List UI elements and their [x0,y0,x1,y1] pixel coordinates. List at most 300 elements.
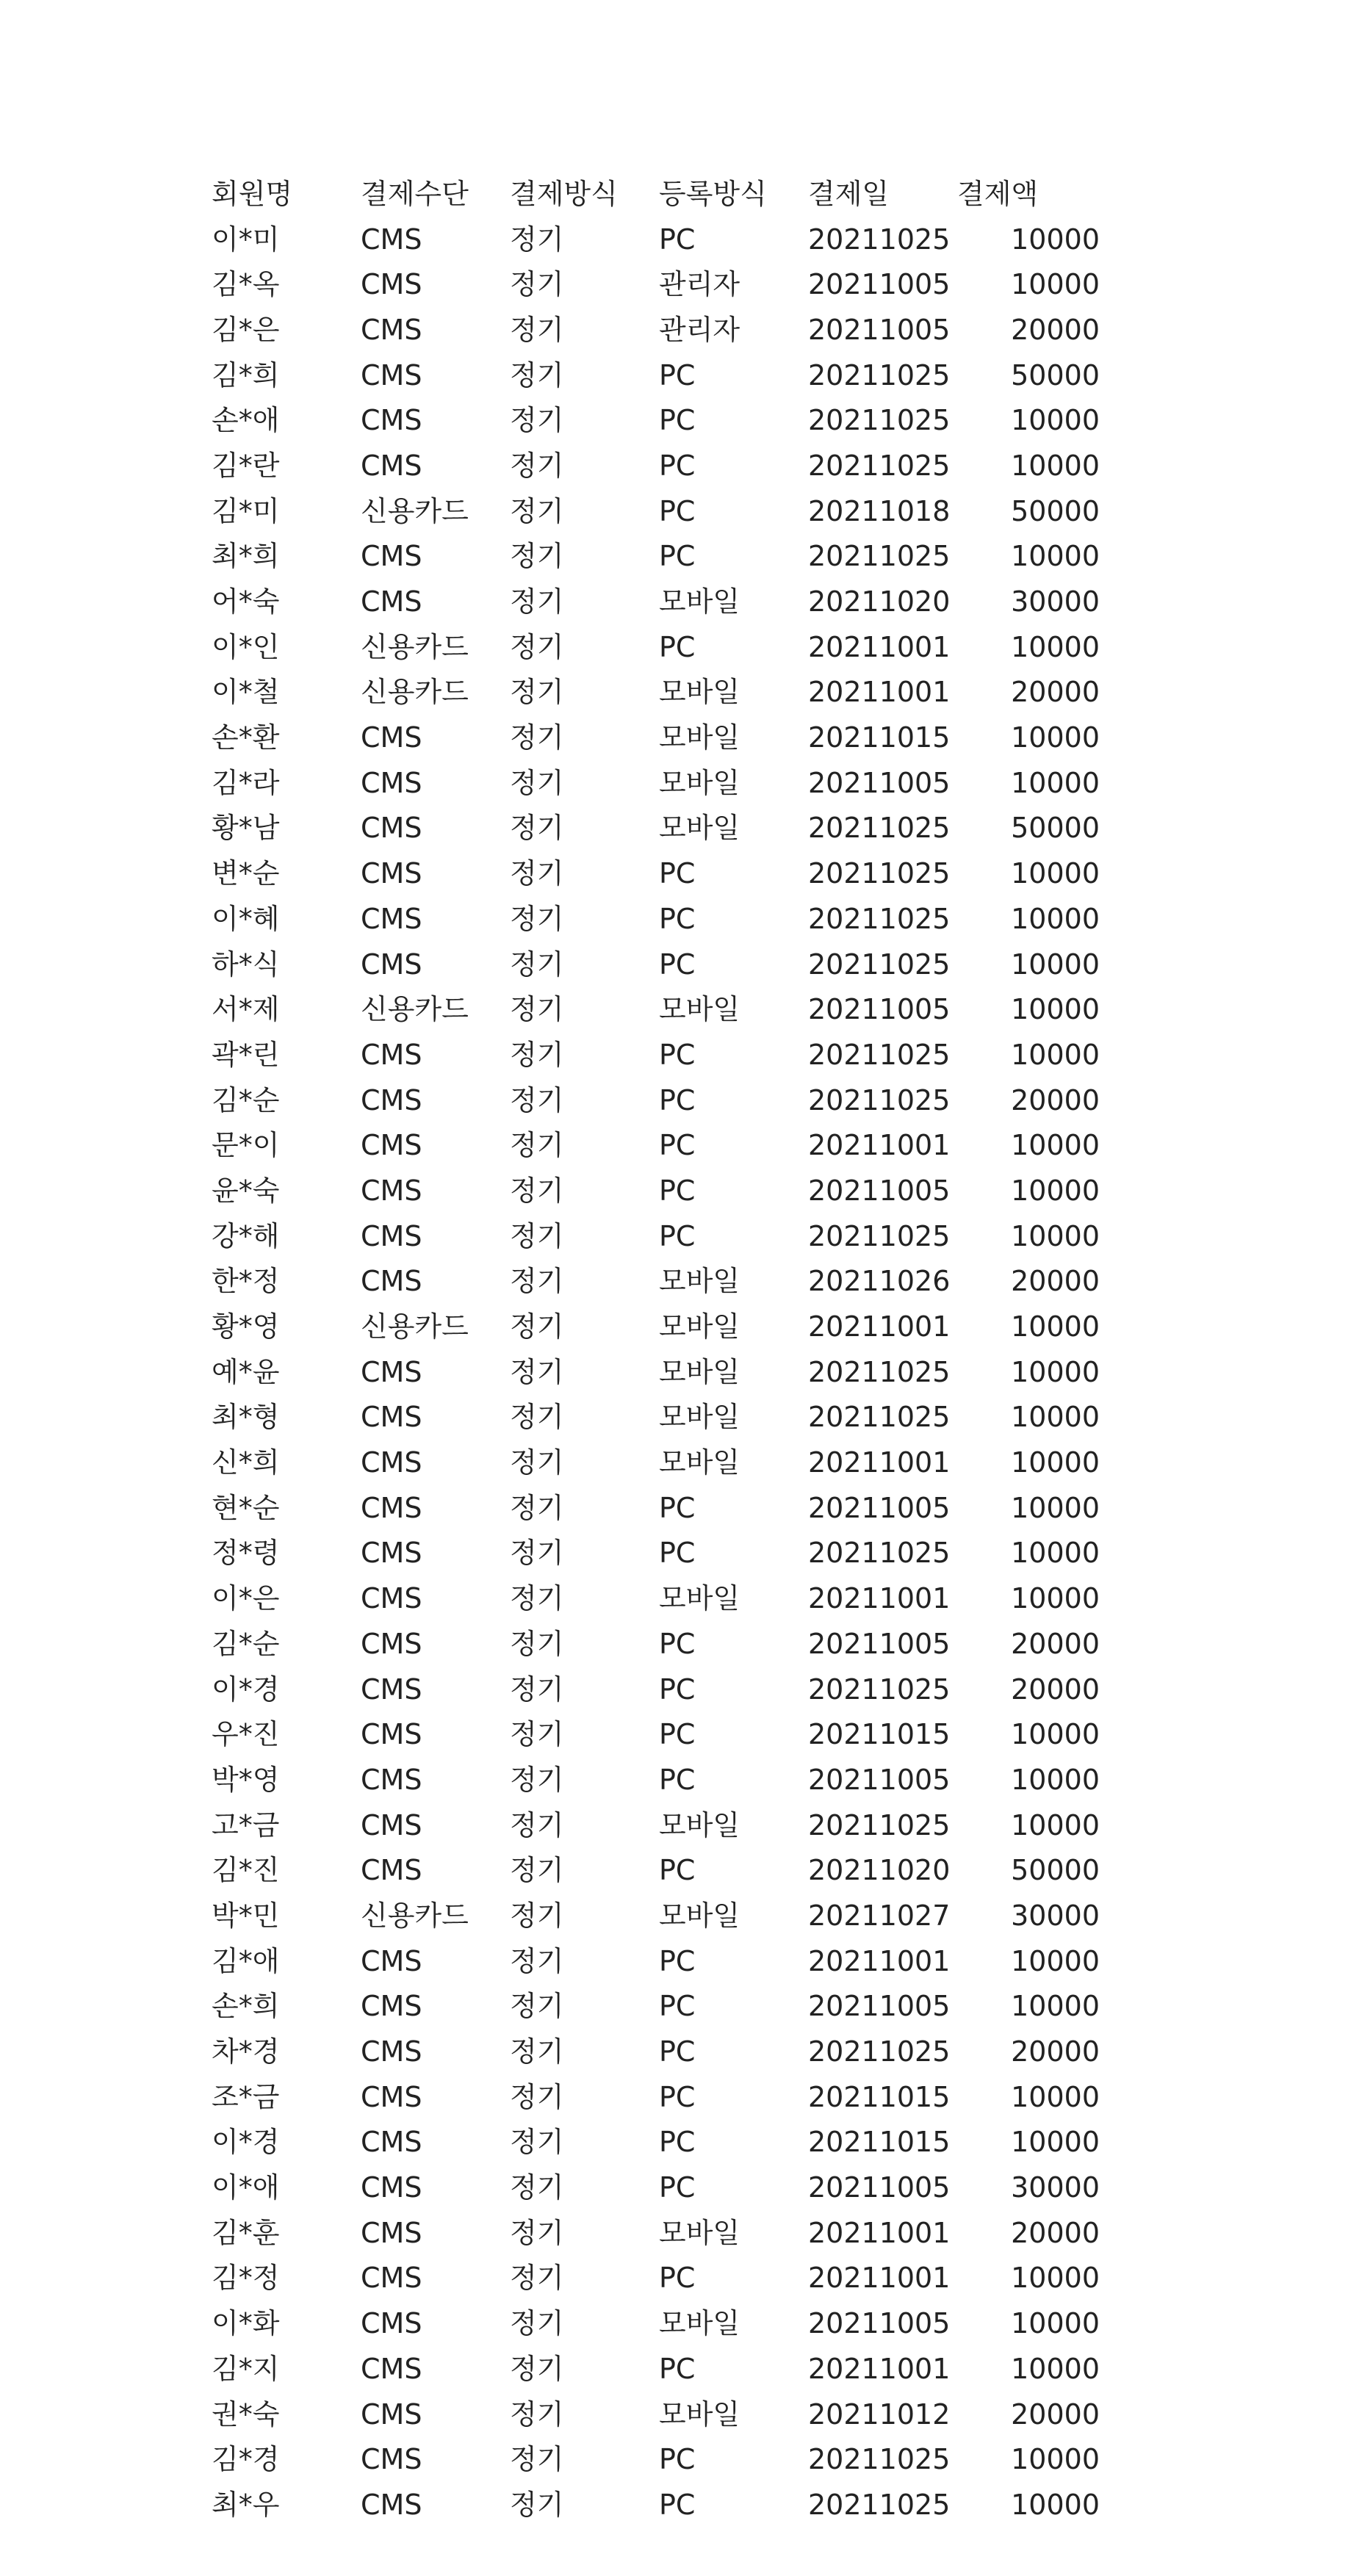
cell-registration-method: 모바일 [659,1808,740,1841]
cell-payment-type: 정기 [510,2035,564,2068]
cell-payment-amount: 20000 [1011,1627,1100,1660]
cell-payment-amount: 10000 [1011,1763,1100,1796]
cell-payment-amount: 10000 [1011,2307,1100,2340]
cell-registration-method: 모바일 [659,2307,740,2340]
cell-member-name: 김*경 [212,2443,280,2476]
cell-payment-method: CMS [361,2126,422,2159]
cell-payment-method: CMS [361,223,422,256]
cell-payment-type: 정기 [510,1627,564,1660]
cell-payment-amount: 10000 [1011,1038,1100,1071]
cell-registration-method: PC [659,1944,696,1977]
cell-payment-date: 20211026 [808,1265,951,1298]
table-row [212,1757,1100,1803]
cell-member-name: 한*정 [212,1265,280,1298]
table-row [212,579,1100,624]
table-row [212,2346,1100,2392]
cell-registration-method: PC [659,1854,696,1887]
cell-member-name: 김*옥 [212,268,280,301]
cell-payment-method: CMS [361,721,422,754]
cell-payment-amount: 10000 [1011,540,1100,573]
cell-payment-type: 정기 [510,449,564,482]
cell-payment-amount: 10000 [1011,2352,1100,2385]
cell-payment-date: 20211001 [808,1310,951,1343]
table-row [212,443,1100,488]
cell-registration-method: PC [659,1763,696,1796]
cell-payment-amount: 30000 [1011,585,1100,618]
cell-payment-type: 정기 [510,2126,564,2159]
cell-payment-date: 20211015 [808,721,951,754]
cell-payment-type: 정기 [510,1129,564,1162]
cell-payment-amount: 50000 [1011,494,1100,527]
cell-payment-type: 정기 [510,1582,564,1615]
cell-member-name: 김*애 [212,1944,280,1977]
cell-member-name: 정*령 [212,1537,280,1570]
header-payment-method: 결제수단 [361,177,469,210]
cell-payment-amount: 10000 [1011,1537,1100,1570]
cell-payment-amount: 10000 [1011,2080,1100,2113]
table-row [212,1621,1100,1667]
cell-payment-date: 20211005 [808,268,951,301]
cell-payment-type: 정기 [510,2488,564,2521]
cell-payment-date: 20211005 [808,766,951,799]
cell-member-name: 변*순 [212,857,280,890]
cell-payment-type: 정기 [510,1310,564,1343]
cell-payment-date: 20211015 [808,2126,951,2159]
cell-payment-method: CMS [361,2488,422,2521]
cell-member-name: 최*우 [212,2488,280,2521]
cell-payment-type: 정기 [510,1446,564,1479]
cell-member-name: 김*라 [212,766,280,799]
cell-payment-method: CMS [361,1174,422,1207]
table-row [212,1032,1100,1078]
cell-registration-method: PC [659,857,696,890]
cell-payment-method: CMS [361,1038,422,1071]
cell-payment-date: 20211001 [808,1446,951,1479]
table-row [212,896,1100,942]
cell-payment-date: 20211025 [808,812,951,845]
cell-registration-method: PC [659,1219,696,1252]
cell-payment-date: 20211025 [808,1673,951,1706]
table-row [212,2482,1100,2528]
cell-payment-amount: 10000 [1011,1174,1100,1207]
cell-payment-type: 정기 [510,1763,564,1796]
cell-registration-method: PC [659,1174,696,1207]
cell-payment-amount: 10000 [1011,2488,1100,2521]
cell-payment-amount: 10000 [1011,449,1100,482]
cell-payment-method: CMS [361,1718,422,1751]
table-row [212,217,1100,262]
cell-registration-method: 모바일 [659,766,740,799]
cell-payment-date: 20211005 [808,2307,951,2340]
cell-payment-method: CMS [361,1763,422,1796]
cell-payment-method: CMS [361,358,422,392]
table-row [212,1078,1100,1123]
cell-payment-date: 20211005 [808,1763,951,1796]
cell-payment-type: 정기 [510,2262,564,2295]
cell-payment-type: 정기 [510,585,564,618]
table-row [212,1667,1100,1712]
cell-member-name: 윤*숙 [212,1174,280,1207]
table-row [212,2436,1100,2482]
cell-payment-amount: 10000 [1011,2262,1100,2295]
cell-payment-type: 정기 [510,2398,564,2431]
cell-payment-date: 20211001 [808,2352,951,2385]
cell-registration-method: PC [659,2126,696,2159]
cell-payment-amount: 10000 [1011,1582,1100,1615]
cell-payment-date: 20211001 [808,1944,951,1977]
cell-payment-amount: 20000 [1011,1083,1100,1116]
cell-payment-type: 정기 [510,2080,564,2113]
cell-payment-method: CMS [361,2080,422,2113]
cell-registration-method: 관리자 [659,268,740,301]
table-row [212,1711,1100,1757]
cell-payment-type: 정기 [510,1038,564,1071]
cell-payment-amount: 10000 [1011,1944,1100,1977]
cell-payment-type: 정기 [510,540,564,573]
cell-member-name: 김*희 [212,358,280,392]
cell-payment-method: 신용카드 [361,676,469,709]
cell-payment-type: 정기 [510,721,564,754]
table-row [212,624,1100,670]
cell-registration-method: PC [659,2352,696,2385]
cell-payment-date: 20211001 [808,676,951,709]
cell-member-name: 서*제 [212,993,280,1026]
cell-payment-amount: 20000 [1011,2216,1100,2249]
table-row [212,2210,1100,2256]
cell-payment-method: CMS [361,1265,422,1298]
cell-payment-method: CMS [361,2216,422,2249]
cell-registration-method: 모바일 [659,1582,740,1615]
cell-member-name: 김*은 [212,313,280,346]
cell-payment-method: CMS [361,2171,422,2204]
cell-payment-method: CMS [361,585,422,618]
cell-registration-method: PC [659,1673,696,1706]
cell-member-name: 김*미 [212,494,280,527]
cell-registration-method: 모바일 [659,993,740,1026]
cell-payment-method: CMS [361,540,422,573]
cell-payment-type: 정기 [510,902,564,935]
header-payment-amount: 결제액 [957,177,1039,210]
cell-payment-method: 신용카드 [361,993,469,1026]
table-row [212,1213,1100,1259]
table-row [212,1984,1100,2030]
cell-payment-amount: 10000 [1011,1219,1100,1252]
cell-member-name: 이*화 [212,2307,280,2340]
cell-payment-method: CMS [361,404,422,437]
cell-payment-type: 정기 [510,2352,564,2385]
cell-payment-amount: 10000 [1011,993,1100,1026]
cell-payment-type: 정기 [510,1990,564,2023]
cell-registration-method: PC [659,1038,696,1071]
cell-payment-amount: 10000 [1011,268,1100,301]
cell-payment-method: CMS [361,1944,422,1977]
cell-member-name: 손*환 [212,721,280,754]
cell-payment-method: CMS [361,1537,422,1570]
cell-payment-method: CMS [361,902,422,935]
cell-payment-date: 20211005 [808,1174,951,1207]
cell-payment-type: 정기 [510,857,564,890]
cell-payment-type: 정기 [510,404,564,437]
table-row [212,1531,1100,1576]
header-payment-type: 결제방식 [510,177,618,210]
cell-payment-amount: 50000 [1011,1854,1100,1887]
cell-member-name: 조*금 [212,2080,280,2113]
cell-member-name: 고*금 [212,1808,280,1841]
cell-payment-date: 20211001 [808,1582,951,1615]
cell-payment-amount: 20000 [1011,313,1100,346]
cell-payment-amount: 10000 [1011,2126,1100,2159]
header-row [212,171,1100,217]
cell-registration-method: PC [659,449,696,482]
cell-payment-method: CMS [361,1854,422,1887]
cell-payment-method: CMS [361,766,422,799]
table-row [212,2029,1100,2074]
cell-payment-date: 20211025 [808,857,951,890]
cell-member-name: 이*혜 [212,902,280,935]
cell-payment-date: 20211025 [808,1401,951,1434]
cell-member-name: 김*란 [212,449,280,482]
cell-member-name: 박*영 [212,1763,280,1796]
cell-registration-method: PC [659,902,696,935]
cell-payment-type: 정기 [510,1537,564,1570]
cell-registration-method: 모바일 [659,2398,740,2431]
cell-payment-method: CMS [361,268,422,301]
cell-registration-method: 모바일 [659,1446,740,1479]
cell-payment-date: 20211025 [808,1083,951,1116]
cell-payment-method: CMS [361,1446,422,1479]
cell-payment-amount: 10000 [1011,1446,1100,1479]
cell-payment-amount: 10000 [1011,902,1100,935]
cell-registration-method: PC [659,494,696,527]
cell-member-name: 박*민 [212,1899,280,1932]
table-row [212,986,1100,1032]
cell-member-name: 이*철 [212,676,280,709]
cell-payment-date: 20211025 [808,404,951,437]
cell-payment-date: 20211005 [808,993,951,1026]
cell-payment-amount: 10000 [1011,1990,1100,2023]
cell-payment-method: CMS [361,1129,422,1162]
header-member-name: 회원명 [212,177,293,210]
table-row [212,2392,1100,2437]
cell-payment-method: 신용카드 [361,630,469,663]
cell-member-name: 예*윤 [212,1355,280,1388]
cell-member-name: 김*정 [212,2262,280,2295]
cell-payment-date: 20211020 [808,1854,951,1887]
cell-payment-date: 20211005 [808,1627,951,1660]
cell-payment-amount: 10000 [1011,1808,1100,1841]
cell-payment-amount: 10000 [1011,2443,1100,2476]
cell-payment-amount: 10000 [1011,630,1100,663]
table-row [212,942,1100,987]
cell-registration-method: 모바일 [659,585,740,618]
table-row [212,261,1100,307]
cell-payment-date: 20211025 [808,1219,951,1252]
cell-payment-method: CMS [361,2262,422,2295]
cell-payment-method: CMS [361,2443,422,2476]
cell-registration-method: PC [659,2171,696,2204]
table-row [212,1395,1100,1440]
cell-payment-date: 20211005 [808,1990,951,2023]
cell-payment-date: 20211025 [808,1038,951,1071]
cell-member-name: 어*숙 [212,585,280,618]
cell-payment-type: 정기 [510,1265,564,1298]
cell-member-name: 이*경 [212,2126,280,2159]
table-row [212,1938,1100,1984]
cell-registration-method: 모바일 [659,721,740,754]
cell-payment-method: CMS [361,1673,422,1706]
cell-payment-amount: 10000 [1011,1310,1100,1343]
table-header [212,171,1100,217]
table-row [212,851,1100,896]
cell-payment-date: 20211025 [808,902,951,935]
cell-payment-type: 정기 [510,494,564,527]
cell-registration-method: PC [659,540,696,573]
table-row [212,2165,1100,2210]
cell-member-name: 곽*린 [212,1038,280,1071]
cell-payment-method: CMS [361,2398,422,2431]
cell-payment-amount: 10000 [1011,404,1100,437]
cell-payment-amount: 20000 [1011,676,1100,709]
cell-payment-type: 정기 [510,358,564,392]
cell-registration-method: PC [659,358,696,392]
cell-payment-type: 정기 [510,1944,564,1977]
table-row [212,670,1100,715]
cell-payment-method: CMS [361,1808,422,1841]
cell-payment-amount: 10000 [1011,1718,1100,1751]
cell-registration-method: 모바일 [659,812,740,845]
cell-payment-date: 20211025 [808,1355,951,1388]
table-body [212,217,1100,2528]
cell-payment-method: CMS [361,1491,422,1524]
cell-member-name: 손*희 [212,1990,280,2023]
table-row [212,760,1100,806]
cell-payment-method: CMS [361,2352,422,2385]
cell-registration-method: 모바일 [659,2216,740,2249]
cell-registration-method: PC [659,1491,696,1524]
cell-payment-date: 20211005 [808,2171,951,2204]
cell-payment-method: 신용카드 [361,1899,469,1932]
cell-payment-type: 정기 [510,223,564,256]
cell-registration-method: PC [659,1627,696,1660]
cell-member-name: 이*미 [212,223,280,256]
table-row [212,353,1100,398]
cell-payment-type: 정기 [510,2171,564,2204]
cell-payment-method: 신용카드 [361,494,469,527]
table-row [212,1485,1100,1531]
cell-payment-amount: 50000 [1011,358,1100,392]
cell-member-name: 우*진 [212,1718,280,1751]
table-row [212,1440,1100,1485]
cell-payment-date: 20211025 [808,449,951,482]
cell-payment-type: 정기 [510,766,564,799]
cell-payment-type: 정기 [510,812,564,845]
table-row [212,1122,1100,1168]
cell-member-name: 차*경 [212,2035,280,2068]
cell-payment-amount: 30000 [1011,1899,1100,1932]
cell-member-name: 이*애 [212,2171,280,2204]
table-row [212,534,1100,580]
cell-payment-date: 20211001 [808,630,951,663]
table-row [212,806,1100,851]
table-row [212,2120,1100,2165]
table-row [212,1304,1100,1349]
cell-payment-method: CMS [361,1355,422,1388]
cell-member-name: 권*숙 [212,2398,280,2431]
cell-payment-type: 정기 [510,993,564,1026]
cell-payment-amount: 50000 [1011,812,1100,845]
cell-member-name: 황*영 [212,1310,280,1343]
cell-payment-date: 20211001 [808,2262,951,2295]
cell-registration-method: PC [659,223,696,256]
cell-registration-method: PC [659,1537,696,1570]
cell-member-name: 문*이 [212,1129,280,1162]
cell-payment-method: 신용카드 [361,1310,469,1343]
cell-payment-type: 정기 [510,2216,564,2249]
cell-registration-method: 모바일 [659,676,740,709]
cell-payment-date: 20211025 [808,223,951,256]
cell-payment-method: CMS [361,857,422,890]
table-row [212,307,1100,353]
cell-payment-date: 20211025 [808,2035,951,2068]
cell-registration-method: PC [659,2488,696,2521]
cell-member-name: 이*인 [212,630,280,663]
table-row [212,1893,1100,1938]
cell-payment-type: 정기 [510,630,564,663]
cell-payment-type: 정기 [510,1899,564,1932]
cell-member-name: 황*남 [212,812,280,845]
cell-registration-method: PC [659,1129,696,1162]
cell-payment-method: CMS [361,1990,422,2023]
cell-payment-method: CMS [361,1401,422,1434]
cell-registration-method: 모바일 [659,1310,740,1343]
cell-payment-method: CMS [361,812,422,845]
cell-registration-method: PC [659,630,696,663]
table-row [212,1847,1100,1893]
cell-registration-method: PC [659,1990,696,2023]
cell-payment-type: 정기 [510,1491,564,1524]
cell-registration-method: 모바일 [659,1899,740,1932]
cell-payment-method: CMS [361,1627,422,1660]
table-row [212,2074,1100,2120]
cell-registration-method: 모바일 [659,1265,740,1298]
cell-payment-amount: 10000 [1011,1401,1100,1434]
cell-payment-type: 정기 [510,1808,564,1841]
cell-registration-method: PC [659,2262,696,2295]
cell-member-name: 이*경 [212,1673,280,1706]
cell-payment-date: 20211015 [808,1718,951,1751]
cell-payment-type: 정기 [510,676,564,709]
cell-payment-method: CMS [361,1219,422,1252]
cell-member-name: 하*식 [212,948,280,981]
cell-payment-method: CMS [361,313,422,346]
cell-payment-date: 20211005 [808,1491,951,1524]
cell-payment-date: 20211001 [808,2216,951,2249]
cell-payment-type: 정기 [510,1174,564,1207]
cell-member-name: 강*해 [212,1219,280,1252]
table-row [212,2301,1100,2346]
cell-member-name: 김*훈 [212,2216,280,2249]
cell-payment-type: 정기 [510,1854,564,1887]
cell-registration-method: 모바일 [659,1355,740,1388]
cell-payment-date: 20211018 [808,494,951,527]
cell-payment-amount: 20000 [1011,1265,1100,1298]
cell-payment-amount: 10000 [1011,857,1100,890]
cell-payment-amount: 10000 [1011,766,1100,799]
cell-member-name: 신*희 [212,1446,280,1479]
cell-payment-type: 정기 [510,1673,564,1706]
cell-payment-amount: 30000 [1011,2171,1100,2204]
cell-payment-method: CMS [361,449,422,482]
